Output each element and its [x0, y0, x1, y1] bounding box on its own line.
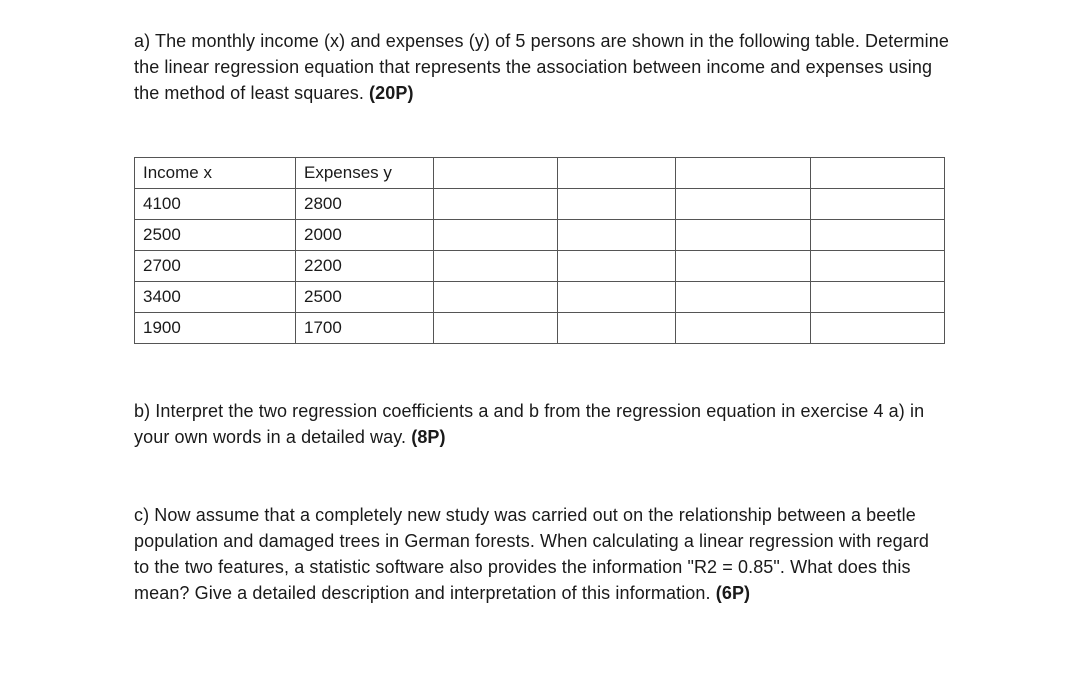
question-a-points: (20P)	[369, 83, 414, 103]
table-row	[135, 189, 945, 220]
question-a	[134, 28, 949, 106]
table-row	[135, 313, 945, 344]
question-b	[134, 398, 949, 450]
header-empty	[811, 158, 945, 189]
empty-cell	[676, 313, 811, 344]
empty-cell	[676, 282, 811, 313]
empty-cell	[676, 220, 811, 251]
question-a-text: a) The monthly income (x) and expenses (y) of 5 persons are shown in the following table. Determine the linear regression equation that represents the association between income and expenses using the method of least squares.	[134, 31, 949, 103]
empty-cell	[558, 313, 676, 344]
income-cell: 2700	[135, 251, 296, 282]
income-expenses-table	[134, 157, 945, 344]
table-header-row	[135, 158, 945, 189]
expenses-cell: 2000	[296, 220, 434, 251]
empty-cell	[811, 251, 945, 282]
header-empty	[558, 158, 676, 189]
income-cell: 4100	[135, 189, 296, 220]
income-cell: 1900	[135, 313, 296, 344]
header-empty	[434, 158, 558, 189]
header-income: Income x	[135, 158, 296, 189]
table-row	[135, 282, 945, 313]
income-cell: 2500	[135, 220, 296, 251]
empty-cell	[558, 189, 676, 220]
table-row	[135, 251, 945, 282]
empty-cell	[676, 251, 811, 282]
empty-cell	[558, 282, 676, 313]
empty-cell	[434, 220, 558, 251]
header-expenses: Expenses y	[296, 158, 434, 189]
empty-cell	[811, 220, 945, 251]
empty-cell	[811, 313, 945, 344]
empty-cell	[811, 282, 945, 313]
question-c-points: (6P)	[715, 583, 751, 603]
expenses-cell: 2500	[296, 282, 434, 313]
empty-cell	[811, 189, 945, 220]
empty-cell	[558, 251, 676, 282]
empty-cell	[676, 189, 811, 220]
question-c-text: c) Now assume that a completely new study was carried out on the relationship between a beetle population and damaged trees in German forests. When calculating a linear regression with regard to the two features, a statistic software also provides the information "R2 = 0.85". What does this mean? Give a detailed description and interpretation of this information.	[134, 505, 930, 603]
income-cell: 3400	[135, 282, 296, 313]
empty-cell	[434, 282, 558, 313]
question-b-points: (8P)	[411, 427, 446, 447]
empty-cell	[558, 220, 676, 251]
empty-cell	[434, 189, 558, 220]
question-c	[134, 502, 949, 606]
expenses-cell: 2800	[296, 189, 434, 220]
table-row	[135, 220, 945, 251]
question-b-text: b) Interpret the two regression coefficients a and b from the regression equation in exercise 4 a) in your own words in a detailed way.	[134, 401, 925, 447]
expenses-cell: 1700	[296, 313, 434, 344]
expenses-cell: 2200	[296, 251, 434, 282]
header-empty	[676, 158, 811, 189]
empty-cell	[434, 251, 558, 282]
empty-cell	[434, 313, 558, 344]
